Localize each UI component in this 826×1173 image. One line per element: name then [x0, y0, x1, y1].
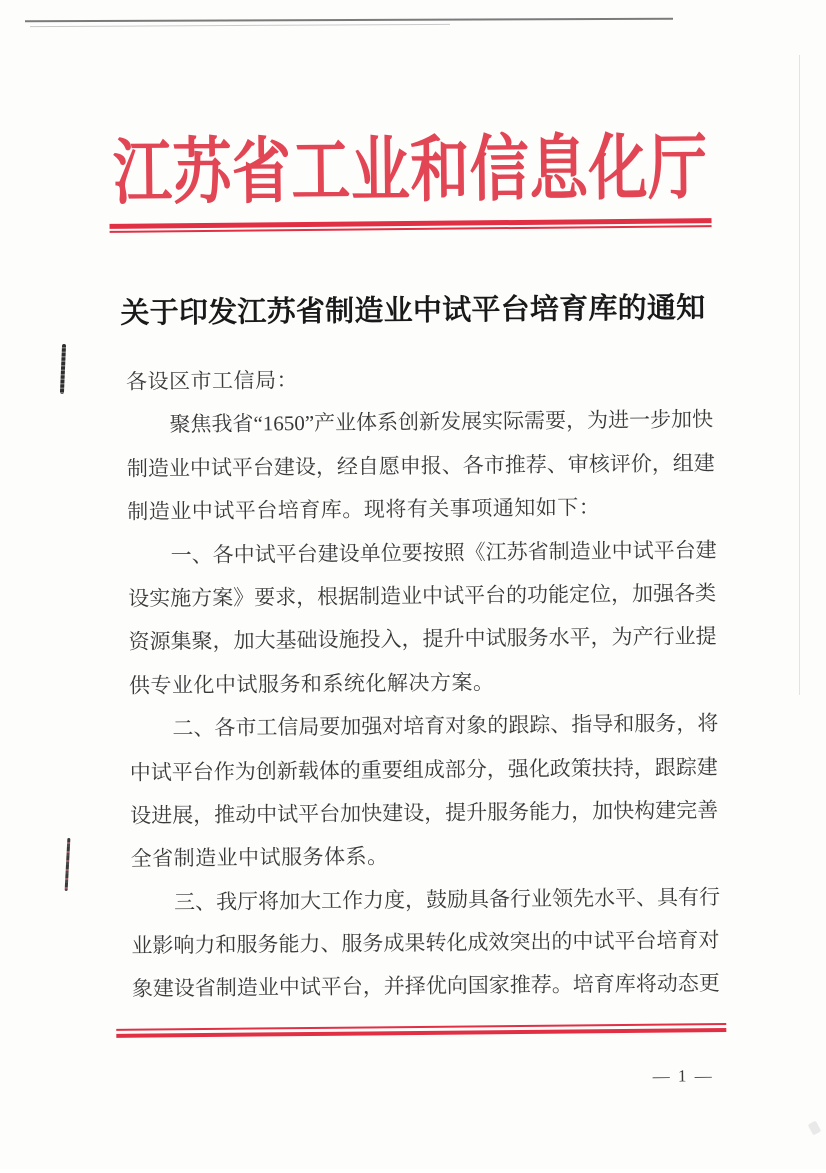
body-line: 一 、 各 中 试 平 台 建 设 单 位 要 按 照 《 江 苏 省 制 造 业 中 试 平 台 建 [170, 537, 717, 567]
body-line: 设 进 展 ， 推 动 中 试 平 台 加 快 建 设 ， 提 升 服 务 能 力 ， 加 快 构 建 完 善 [130, 797, 719, 828]
body-line: 资 源 集 聚 ， 加 大 基 础 设 施 投 入 ， 提 升 中 试 服 务 水 平 ， 为 产 行 业 提 [128, 624, 717, 655]
body-line: 全省制造业中试服务体系。 [130, 844, 389, 872]
issuing-agency-title: 江 苏 省 工 业 和 信 息 化 厅 [112, 126, 708, 213]
body-line: 二 、 各 市 工 信 局 要 加 强 对 培 育 对 象 的 跟 踪 、 指 导 和 服 务 ， 将 [172, 711, 719, 741]
body-line: 各设区市工信局： [125, 368, 299, 394]
body-line: 业 影 响 力 和 服 务 能 力 、 服 务 成 果 转 化 成 效 突 出 的 中 试 平 台 培 育 对 [131, 928, 720, 958]
body-line: 聚 焦 我 省 “ 1 6 5 0 ” 产 业 体 系 创 新 发 展 实 际 需 要 ， 为 进 一 步 加 快 [169, 407, 714, 437]
header-rule [110, 218, 712, 233]
body-line: 供专业化中试服务和系统化解决方案。 [128, 669, 495, 698]
document-body [125, 355, 721, 1011]
body-line: 制 造 业 中 试 平 台 建 设 ， 经 自 愿 申 报 、 各 市 推 荐 、 审 核 评 价 ， 组 建 [126, 450, 715, 481]
body-line: 三 、 我 厅 将 加 大 工 作 力 度 ， 鼓 励 具 备 行 业 领 先 水 平 、 具 有 行 [173, 884, 721, 914]
footer-rule [116, 1023, 726, 1038]
body-line: 中 试 平 台 作 为 创 新 载 体 的 重 要 组 成 部 分 ， 强 化 政 策 扶 持 ， 跟 踪 建 [129, 754, 718, 785]
body-line: 制造业中试平台培育库。现将有关事项通知如下： [127, 495, 601, 524]
document-title: 关 于 印 发 江 苏 省 制 造 业 中 试 平 台 培 育 库 的 通 知 [120, 292, 706, 330]
body-line: 象 建 设 省 制 造 业 中 试 平 台 ， 并 择 优 向 国 家 推 荐 。 培 育 库 将 动 态 更 [131, 971, 720, 1002]
body-line: 设 实 施 方 案 》 要 求 ， 根 据 制 造 业 中 试 平 台 的 功 能 定 位 ， 加 强 各 类 [128, 581, 717, 611]
page-number: — 1 — [652, 1066, 714, 1086]
